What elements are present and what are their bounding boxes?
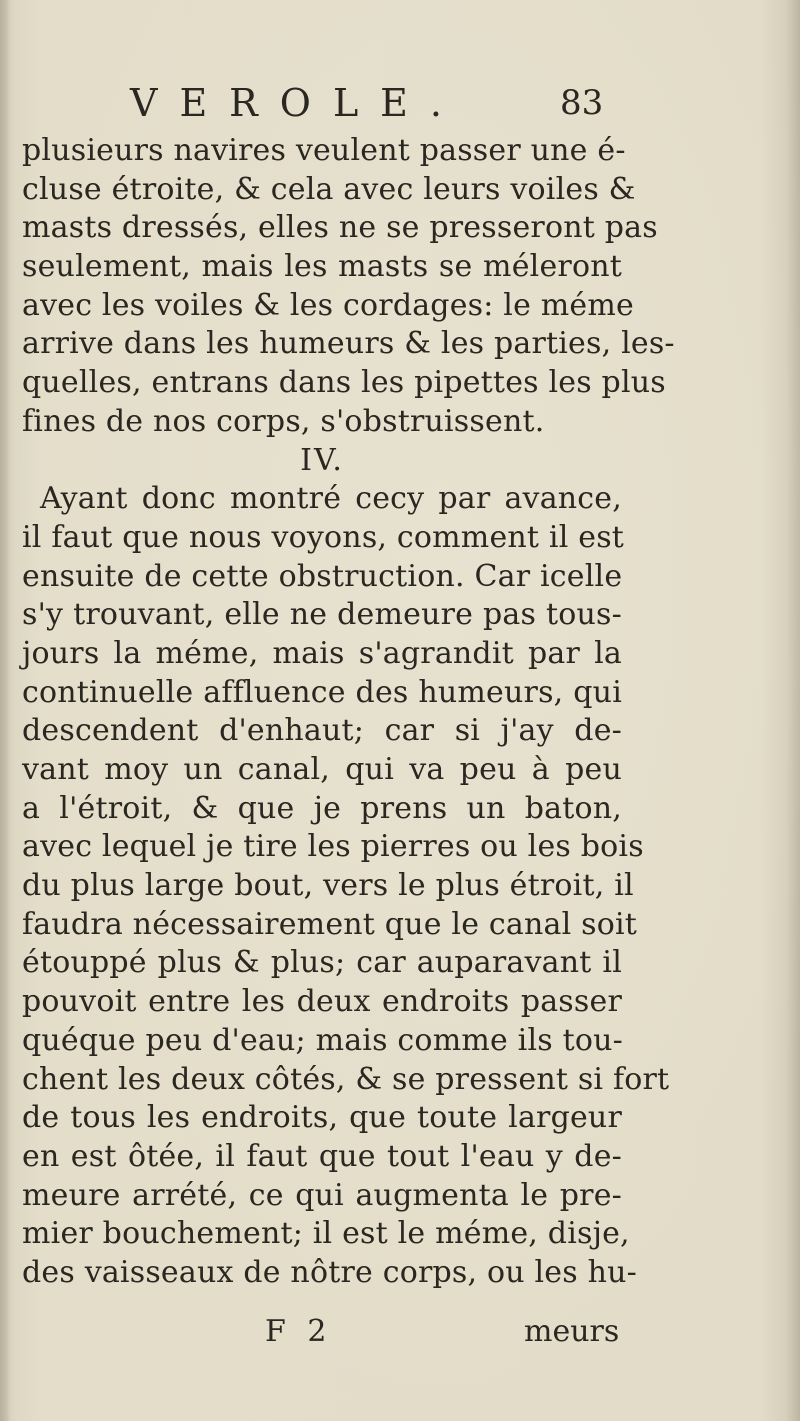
text-line: de tous les endroits, que toute largeur (22, 1100, 622, 1136)
text-line: avec les voiles & les cordages: le méme (22, 287, 634, 323)
text-line: pouvoit entre les deux endroits passer (22, 984, 622, 1020)
text-line: meure arrété, ce qui augmenta le pre- (22, 1177, 622, 1213)
text-line: avec lequel je tire les pierres ou les bois (22, 829, 644, 865)
text-line: descendent d'enhaut; car si j'ay de- (22, 713, 622, 749)
text-line: Ayant donc montré cecy par avance, (40, 481, 622, 517)
text-line: seulement, mais les masts se méleront (22, 249, 622, 285)
text-line: continuelle affluence des humeurs, qui (22, 674, 622, 710)
text-line: masts dressés, elles ne se presseront pas (22, 210, 658, 246)
text-line: vant moy un canal, qui va peu à peu (22, 752, 622, 787)
text-line: mier bouchement; il est le méme, disje, (22, 1216, 630, 1252)
text-line: en est ôtée, il faut que tout l'eau y de- (22, 1138, 622, 1174)
text-line: a l'étroit, & que je prens un baton, (22, 790, 622, 826)
text-line: il faut que nous voyons, comment il est (22, 519, 625, 555)
running-title: VEROLE. (130, 81, 464, 125)
text-line: fines de nos corps, s'obstruissent. (22, 403, 545, 439)
text-line: étouppé plus & plus; car auparavant il (22, 945, 622, 981)
text-line: quéque peu d'eau; mais comme ils tou- (22, 1022, 623, 1058)
text-line: du plus large bout, vers le plus étroit, il (22, 868, 634, 904)
text-line: cluse étroite, & cela avec leurs voiles & (22, 171, 636, 207)
page-number: 83 (560, 83, 604, 123)
text-line: arrive dans les humeurs & les parties, les- (22, 326, 675, 362)
text-line: faudra nécessairement que le canal soit (22, 906, 638, 942)
signature-mark: F 2 (265, 1314, 333, 1349)
catchword: meurs (524, 1314, 620, 1349)
text-line: des vaisseaux de nôtre corps, ou les hu- (22, 1254, 637, 1290)
body-text (22, 132, 675, 1293)
text-line: s'y trouvant, elle ne demeure pas tous- (22, 597, 622, 633)
text-line: ensuite de cette obstruction. Car icelle (22, 558, 623, 594)
text-line: quelles, entrans dans les pipettes les plus (22, 365, 666, 401)
section-heading: IV. (300, 442, 344, 478)
text-line: chent les deux côtés, & se pressent si fort (22, 1061, 670, 1097)
text-line: jours la méme, mais s'agrandit par la (22, 635, 622, 671)
text-line: plusieurs navires veulent passer une é- (22, 133, 626, 168)
